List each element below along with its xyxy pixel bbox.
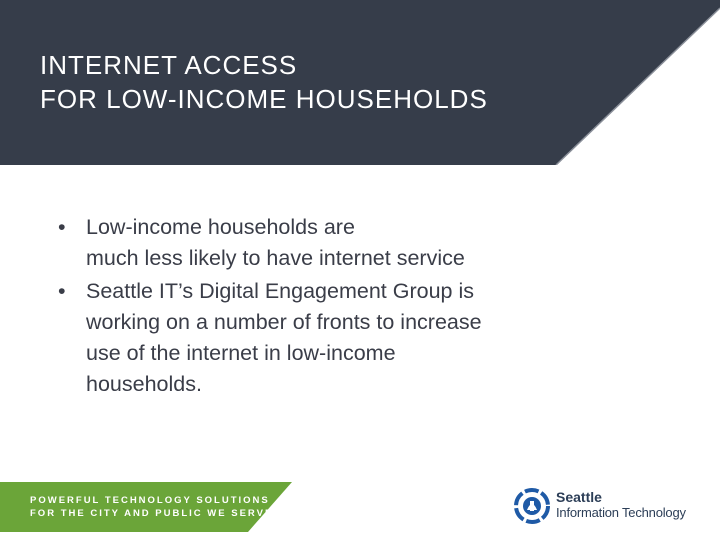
bullet-item bbox=[58, 212, 618, 274]
bullet-marker: • bbox=[58, 279, 66, 303]
bullet-text-line: Low-income households are bbox=[86, 215, 355, 239]
footer-tagline-line-2: FOR THE CITY AND PUBLIC WE SERVE bbox=[30, 508, 274, 519]
bullet-text-line: much less likely to have internet service bbox=[86, 246, 465, 270]
slide-title-line-2: FOR LOW-INCOME HOUSEHOLDS bbox=[40, 84, 488, 114]
bullet-text-line: working on a number of fronts to increase bbox=[86, 310, 482, 334]
logo-unit: Information Technology bbox=[556, 505, 686, 520]
footer-tagline bbox=[30, 494, 273, 520]
bullet-item bbox=[58, 276, 618, 400]
bullet-list bbox=[58, 212, 618, 402]
bullet-text-line: households. bbox=[86, 372, 202, 396]
footer-tagline-line-1: POWERFUL TECHNOLOGY SOLUTIONS bbox=[30, 495, 270, 506]
seattle-city-seal-icon bbox=[512, 486, 552, 526]
seattle-it-logo bbox=[512, 486, 712, 526]
slide-title bbox=[40, 48, 488, 116]
bullet-text-line: Seattle IT’s Digital Engagement Group is bbox=[86, 279, 474, 303]
bullet-marker: • bbox=[58, 215, 66, 239]
slide-title-line-1: INTERNET ACCESS bbox=[40, 50, 298, 80]
logo-name: Seattle bbox=[556, 489, 602, 505]
logo-wordmark bbox=[556, 489, 686, 521]
bullet-text-line: use of the internet in low-income bbox=[86, 341, 396, 365]
